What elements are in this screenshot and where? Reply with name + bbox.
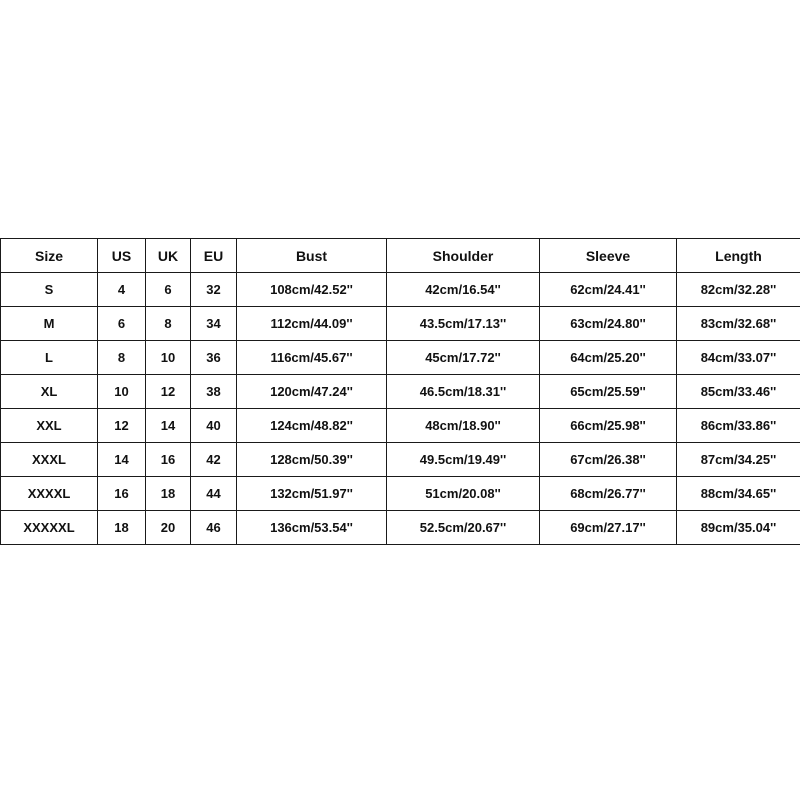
cell-uk: 20 <box>146 511 191 545</box>
cell-shoulder: 52.5cm/20.67'' <box>387 511 540 545</box>
cell-sleeve: 64cm/25.20'' <box>540 341 677 375</box>
cell-us: 4 <box>98 273 146 307</box>
cell-size: XXL <box>1 409 98 443</box>
cell-sleeve: 66cm/25.98'' <box>540 409 677 443</box>
table-row <box>1 409 800 443</box>
cell-bust: 124cm/48.82'' <box>237 409 387 443</box>
cell-bust: 112cm/44.09'' <box>237 307 387 341</box>
cell-length: 82cm/32.28'' <box>677 273 800 307</box>
cell-shoulder: 45cm/17.72'' <box>387 341 540 375</box>
header-bust: Bust <box>237 239 387 273</box>
cell-length: 86cm/33.86'' <box>677 409 800 443</box>
cell-uk: 8 <box>146 307 191 341</box>
size-chart <box>0 238 800 545</box>
cell-bust: 116cm/45.67'' <box>237 341 387 375</box>
cell-eu: 40 <box>191 409 237 443</box>
cell-uk: 16 <box>146 443 191 477</box>
header-size: Size <box>1 239 98 273</box>
cell-us: 14 <box>98 443 146 477</box>
cell-size: S <box>1 273 98 307</box>
table-row <box>1 341 800 375</box>
cell-length: 87cm/34.25'' <box>677 443 800 477</box>
cell-shoulder: 46.5cm/18.31'' <box>387 375 540 409</box>
cell-eu: 38 <box>191 375 237 409</box>
cell-shoulder: 42cm/16.54'' <box>387 273 540 307</box>
cell-length: 83cm/32.68'' <box>677 307 800 341</box>
table-row <box>1 273 800 307</box>
cell-shoulder: 51cm/20.08'' <box>387 477 540 511</box>
cell-shoulder: 49.5cm/19.49'' <box>387 443 540 477</box>
cell-uk: 6 <box>146 273 191 307</box>
cell-eu: 32 <box>191 273 237 307</box>
cell-length: 84cm/33.07'' <box>677 341 800 375</box>
size-chart-table <box>0 238 800 545</box>
table-row <box>1 443 800 477</box>
cell-uk: 10 <box>146 341 191 375</box>
cell-us: 6 <box>98 307 146 341</box>
cell-sleeve: 67cm/26.38'' <box>540 443 677 477</box>
cell-eu: 42 <box>191 443 237 477</box>
cell-bust: 128cm/50.39'' <box>237 443 387 477</box>
table-row <box>1 375 800 409</box>
cell-eu: 46 <box>191 511 237 545</box>
cell-eu: 36 <box>191 341 237 375</box>
cell-uk: 14 <box>146 409 191 443</box>
cell-size: XL <box>1 375 98 409</box>
header-uk: UK <box>146 239 191 273</box>
cell-length: 89cm/35.04'' <box>677 511 800 545</box>
header-row <box>1 239 800 273</box>
cell-us: 18 <box>98 511 146 545</box>
cell-bust: 136cm/53.54'' <box>237 511 387 545</box>
cell-size: XXXXL <box>1 477 98 511</box>
cell-us: 8 <box>98 341 146 375</box>
cell-size: M <box>1 307 98 341</box>
cell-shoulder: 48cm/18.90'' <box>387 409 540 443</box>
cell-uk: 18 <box>146 477 191 511</box>
cell-sleeve: 69cm/27.17'' <box>540 511 677 545</box>
cell-sleeve: 63cm/24.80'' <box>540 307 677 341</box>
table-row <box>1 477 800 511</box>
cell-sleeve: 65cm/25.59'' <box>540 375 677 409</box>
cell-us: 12 <box>98 409 146 443</box>
cell-length: 85cm/33.46'' <box>677 375 800 409</box>
cell-bust: 120cm/47.24'' <box>237 375 387 409</box>
cell-eu: 34 <box>191 307 237 341</box>
cell-sleeve: 62cm/24.41'' <box>540 273 677 307</box>
header-sleeve: Sleeve <box>540 239 677 273</box>
cell-size: XXXL <box>1 443 98 477</box>
cell-shoulder: 43.5cm/17.13'' <box>387 307 540 341</box>
cell-uk: 12 <box>146 375 191 409</box>
cell-size: XXXXXL <box>1 511 98 545</box>
cell-sleeve: 68cm/26.77'' <box>540 477 677 511</box>
cell-eu: 44 <box>191 477 237 511</box>
cell-length: 88cm/34.65'' <box>677 477 800 511</box>
cell-us: 10 <box>98 375 146 409</box>
table-row <box>1 307 800 341</box>
header-length: Length <box>677 239 800 273</box>
cell-size: L <box>1 341 98 375</box>
cell-us: 16 <box>98 477 146 511</box>
header-eu: EU <box>191 239 237 273</box>
cell-bust: 132cm/51.97'' <box>237 477 387 511</box>
table-row <box>1 511 800 545</box>
cell-bust: 108cm/42.52'' <box>237 273 387 307</box>
header-shoulder: Shoulder <box>387 239 540 273</box>
header-us: US <box>98 239 146 273</box>
